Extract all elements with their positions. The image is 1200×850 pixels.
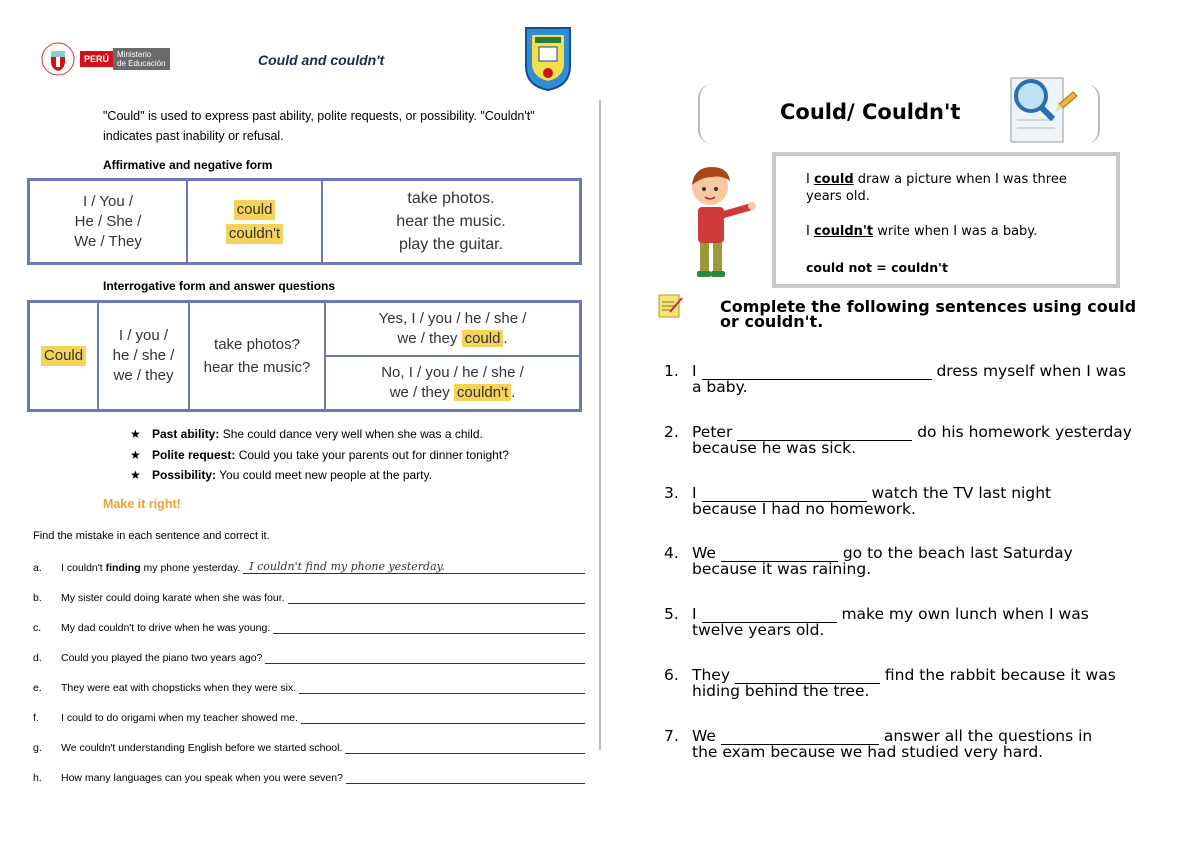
fill-in-sentence: 6. They find the rabbit because it was hiding behind the tree. xyxy=(664,666,1116,700)
exercise-letter: c. xyxy=(33,622,42,634)
right-title: Could/ Couldn't xyxy=(780,100,961,124)
fill-in-sentence: 3. I watch the TV last night because I had no homework. xyxy=(664,484,1052,518)
star-icon: ★ xyxy=(130,427,141,441)
board-line-1: I could draw a picture when I was three xyxy=(806,172,1067,187)
peru-shield-icon xyxy=(40,41,76,77)
answer-line[interactable] xyxy=(299,680,585,694)
modals-cell xyxy=(188,181,323,262)
board-line-3: I couldn't write when I was a baby. xyxy=(806,224,1038,239)
star-icon: ★ xyxy=(130,468,141,482)
exercise-letter: b. xyxy=(33,592,42,604)
peru-label: PERÚ xyxy=(80,51,113,67)
affirmative-table xyxy=(27,178,582,265)
worksheet-title: Could and couldn't xyxy=(258,52,385,68)
fill-in-sentence: 4. We go to the beach last Saturday because it was raining. xyxy=(664,544,1073,578)
page-divider xyxy=(599,100,601,750)
instruction: Complete the following sentences using could or couldn't. xyxy=(720,297,1137,331)
exercise-letter: d. xyxy=(33,652,42,664)
exercise-sentence: I couldn't finding my phone yesterday. xyxy=(61,562,241,574)
exercise-row xyxy=(33,650,585,664)
exercise-letter: e. xyxy=(33,682,42,694)
exercise-row xyxy=(33,680,585,694)
exercise-row xyxy=(33,590,585,604)
boy-pointing-icon xyxy=(680,163,758,280)
sentence-number: 4. xyxy=(664,544,679,562)
use-item: ★ Past ability: She could dance very well when she was a child. xyxy=(130,424,509,445)
board-line-4: could not = couldn't xyxy=(806,260,948,275)
exercise-letter: f. xyxy=(33,712,39,724)
verbs-cell: take photos. hear the music. play the guitar. xyxy=(396,190,506,253)
answer-line[interactable] xyxy=(265,650,585,664)
exercise-sentence: How many languages can you speak when you were seven? xyxy=(61,772,343,784)
interrogative-verbs-cell: take photos? hear the music? xyxy=(190,303,326,409)
answer-line[interactable] xyxy=(345,740,585,754)
sentence-number: 1. xyxy=(664,362,679,380)
exercise-sentence: They were eat with chopsticks when they were six. xyxy=(61,682,297,694)
use-item: ★ Possibility: You could meet new people at the party. xyxy=(130,465,509,486)
sentence-number: 3. xyxy=(664,484,679,502)
exercise-row xyxy=(33,770,585,784)
answer-line[interactable] xyxy=(288,590,585,604)
find-mistake-heading: Find the mistake in each sentence and correct it. xyxy=(33,530,270,542)
fill-in-sentence: 5. I make my own lunch when I was twelve years old. xyxy=(664,605,1089,639)
example-whiteboard xyxy=(772,152,1120,288)
interrogative-heading: Interrogative form and answer questions xyxy=(103,279,336,293)
exercise-letter: h. xyxy=(33,772,42,784)
exercise-sentence: We couldn't understanding English before we started school. xyxy=(61,742,343,754)
modal-could: could xyxy=(234,200,276,220)
intro-paragraph: "Could" is used to express past ability, polite requests, or possibility. "Couldn't" indicates past inability or refusal. xyxy=(103,109,535,143)
sentence-number: 7. xyxy=(664,727,679,745)
fill-in-sentence: 2. Peter do his homework yesterday because he was sick. xyxy=(664,423,1132,457)
affirmative-heading: Affirmative and negative form xyxy=(103,158,273,172)
exercise-sentence: My dad couldn't to drive when he was young. xyxy=(61,622,271,634)
board-line-2: years old. xyxy=(806,189,870,204)
answer-line[interactable] xyxy=(243,560,585,574)
answers-cell xyxy=(326,303,579,409)
minedu-logo xyxy=(40,40,190,78)
make-it-right-heading: Make it right! xyxy=(103,497,181,511)
exercise-sentence: Could you played the piano two years ago? xyxy=(61,652,263,664)
ministry-label: Ministerio de Educación xyxy=(113,48,169,70)
use-item: ★ Polite request: Could you take your parents out for dinner tonight? xyxy=(130,445,509,466)
sentence-number: 2. xyxy=(664,423,679,441)
exercise-row xyxy=(33,620,585,634)
exercise-letter: g. xyxy=(33,742,42,754)
answer-line[interactable] xyxy=(301,710,585,724)
exercise-row xyxy=(33,560,585,574)
star-icon: ★ xyxy=(130,447,141,462)
exercise-row xyxy=(33,710,585,724)
exercise-sentence: I could to do origami when my teacher showed me. xyxy=(61,712,298,724)
sentence-number: 6. xyxy=(664,666,679,684)
fill-in-sentence: 7. We answer all the questions in the exam because we had studied very hard. xyxy=(664,727,1093,761)
answer-line[interactable] xyxy=(273,620,585,634)
yes-answer: Yes, I / you / he / she / we / they could . xyxy=(326,303,579,357)
interrogative-table xyxy=(27,300,582,412)
answer-line[interactable] xyxy=(346,770,585,784)
interrogative-subjects-cell: I / you / he / she / we / they xyxy=(99,303,190,409)
modal-couldnt: couldn't xyxy=(226,224,283,244)
magnifier-pencil-icon xyxy=(1003,74,1079,146)
notepad-icon xyxy=(658,294,684,318)
answer-text: I couldn't find my phone yesterday. xyxy=(249,560,445,573)
school-crest-icon xyxy=(523,25,573,93)
subjects-cell: I / You / He / She / We / They xyxy=(30,181,188,262)
uses-list xyxy=(130,424,509,486)
exercise-sentence: My sister could doing karate when she was four. xyxy=(61,592,285,604)
sentence-number: 5. xyxy=(664,605,679,623)
interrogative-modal-cell: Could xyxy=(30,303,99,409)
fill-in-sentence: 1. I dress myself when I was a baby. xyxy=(664,362,1127,396)
exercise-letter: a. xyxy=(33,562,42,574)
exercise-row xyxy=(33,740,585,754)
no-answer: No, I / you / he / she / we / they couldn't . xyxy=(381,364,524,401)
